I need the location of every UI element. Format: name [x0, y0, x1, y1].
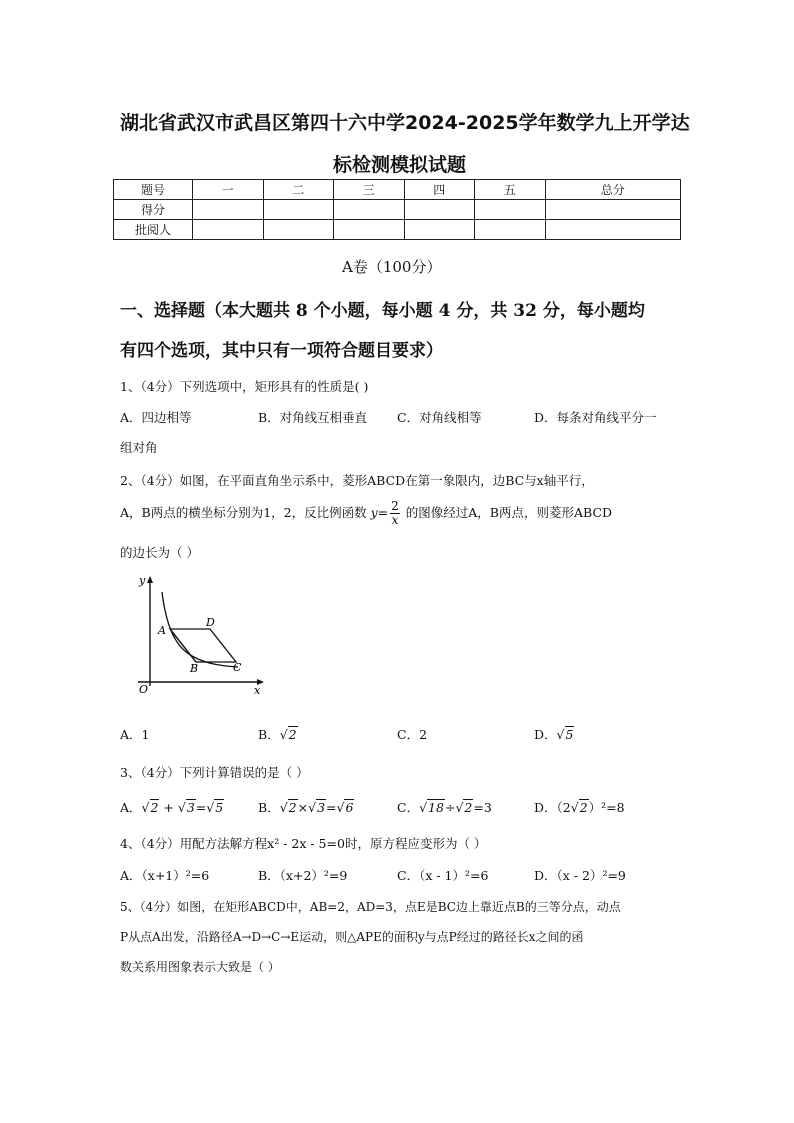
radicand: 5 — [565, 727, 574, 742]
score-table-header: 五 — [475, 180, 546, 200]
question-2-line3: 的边长为（ ） — [120, 545, 199, 560]
score-cell[interactable] — [334, 220, 405, 240]
score-table-header-row — [114, 180, 681, 200]
question-4-option-a[interactable]: A．（x+1）²=6 — [120, 868, 210, 883]
question-1-option-d-continued: 组对角 — [120, 440, 158, 455]
question-2-line1: 2、（4分）如图，在平面直角坐示系中，菱形ABCD在第一象限内，边BC与x轴平行， — [120, 473, 594, 488]
question-5-line2: P从点A出发，沿路径A→D→C→E运动，则△APE的面积y与点P经过的路径长x之间的函 — [120, 930, 584, 944]
option-prefix: B． — [258, 800, 280, 815]
radicand: 2 — [150, 800, 159, 815]
exam-title-line2: 标检测模拟试题 — [333, 154, 467, 176]
score-table-header: 题号 — [114, 180, 193, 200]
score-cell[interactable] — [475, 220, 546, 240]
question-4-option-c[interactable]: C．（x - 1）²=6 — [397, 868, 489, 883]
question-4-option-b[interactable]: B．（x+2）²=9 — [258, 868, 348, 883]
score-cell[interactable] — [545, 220, 681, 240]
question-5-line1: 5、（4分）如图，在矩形ABCD中，AB=2，AD=3，点E是BC边上靠近点B的三等分点，动点 — [120, 900, 621, 914]
score-table-header: 三 — [334, 180, 405, 200]
score-cell[interactable] — [263, 220, 334, 240]
score-table-header: 一 — [193, 180, 264, 200]
radicand: 6 — [345, 800, 354, 815]
question-1-stem: 1、（4分）下列选项中，矩形具有的性质是( ) — [120, 379, 369, 394]
score-cell[interactable] — [475, 200, 546, 220]
option-prefix: C． — [397, 800, 420, 815]
score-table-row — [114, 200, 681, 220]
sqrt-expression: √3 — [177, 800, 195, 815]
score-cell[interactable] — [193, 200, 264, 220]
sqrt-expression: √2 — [141, 800, 159, 815]
question-3-stem: 3、（4分）下列计算错误的是（ ） — [120, 765, 309, 780]
operator: = — [195, 800, 207, 815]
score-table-row-label: 得分 — [114, 200, 193, 220]
sqrt-expression: √3 — [308, 800, 326, 815]
question-4-option-d[interactable]: D．（x - 2）²=9 — [534, 868, 626, 883]
question-2-option-c[interactable]: C．2 — [397, 727, 428, 742]
operator: =3 — [473, 800, 492, 815]
radicand: 3 — [186, 800, 195, 815]
question-3-option-a[interactable] — [120, 798, 224, 816]
y-axis-arrow-icon — [147, 576, 153, 583]
label-d: D — [206, 616, 215, 629]
score-table-header: 二 — [263, 180, 334, 200]
exam-title-line1: 湖北省武汉市武昌区第四十六中学2024-2025学年数学九上开学达 — [120, 112, 690, 134]
score-cell[interactable] — [193, 220, 264, 240]
question-2-option-a[interactable]: A．1 — [120, 727, 150, 742]
sqrt-expression: √6 — [336, 800, 354, 815]
sqrt-expression: √5 — [556, 727, 574, 742]
question-2-line2-pre: A，B两点的横坐标分别为1，2，反比例函数 — [120, 505, 367, 520]
question-5-line3: 数关系用图象表示大致是（ ） — [120, 960, 280, 974]
score-cell[interactable] — [404, 220, 475, 240]
question-4-stem: 4、（4分）用配方法解方程x² - 2x - 5=0时，原方程应变形为（ ） — [120, 836, 487, 851]
radicand: 2 — [288, 800, 297, 815]
section-heading-line2: 有四个选项，其中只有一项符合题目要求） — [120, 341, 443, 361]
question-1-option-b[interactable]: B．对角线互相垂直 — [258, 410, 368, 425]
score-cell[interactable] — [545, 200, 681, 220]
sqrt-expression: √2 — [279, 800, 297, 815]
segment-ab — [170, 629, 196, 662]
radicand: 2 — [579, 800, 588, 815]
question-2-line2 — [120, 500, 612, 527]
operator: = — [326, 800, 337, 815]
score-cell[interactable] — [263, 200, 334, 220]
function-fraction — [390, 500, 400, 527]
label-a: A — [158, 624, 166, 637]
radicand: 18 — [428, 800, 444, 815]
sqrt-expression: √2 — [570, 800, 588, 815]
operator: ÷ — [444, 800, 456, 815]
radicand: 2 — [288, 727, 297, 742]
question-1-option-a[interactable]: A．四边相等 — [120, 410, 192, 425]
radicand: 5 — [215, 800, 224, 815]
score-table — [113, 179, 681, 240]
function-variable-y: y — [370, 505, 378, 520]
function-equals: = — [377, 505, 389, 520]
score-cell[interactable] — [404, 200, 475, 220]
radicand: 3 — [317, 800, 326, 815]
score-table-row — [114, 220, 681, 240]
question-1-option-c[interactable]: C．对角线相等 — [397, 410, 482, 425]
sqrt-expression: √5 — [206, 800, 224, 815]
label-y: y — [139, 574, 146, 587]
option-prefix: A． — [120, 800, 142, 815]
question-1-option-d[interactable]: D．每条对角线平分一 — [534, 410, 657, 425]
section-heading-line1: 一、选择题（本大题共 8 个小题，每小题 4 分，共 32 分，每小题均 — [120, 301, 645, 321]
rhombus-coordinate-figure — [130, 574, 270, 698]
operator: × — [297, 800, 309, 815]
score-table-row-label: 批阅人 — [114, 220, 193, 240]
label-o: O — [139, 683, 149, 696]
sqrt-expression: √18 — [419, 800, 444, 815]
fraction-numerator: 2 — [391, 499, 399, 513]
score-cell[interactable] — [334, 200, 405, 220]
question-2-option-b[interactable] — [258, 725, 298, 743]
label-c: C — [233, 661, 242, 674]
score-table-header: 四 — [404, 180, 475, 200]
radicand: 2 — [464, 800, 473, 815]
label-x: x — [254, 684, 261, 697]
question-3-option-c[interactable] — [397, 798, 492, 816]
option-prefix: D．（2 — [534, 800, 571, 815]
question-2-line2-post: 的图像经过A，B两点，则菱形ABCD — [405, 505, 613, 520]
option-prefix: B． — [258, 727, 280, 742]
operator: + — [159, 800, 178, 815]
paper-label: A卷（100分） — [342, 258, 442, 276]
option-suffix: ）²=8 — [588, 800, 625, 815]
sqrt-expression: √2 — [279, 727, 297, 742]
sqrt-expression: √2 — [455, 800, 473, 815]
score-table-header: 总分 — [545, 180, 681, 200]
question-2-option-d[interactable] — [534, 725, 574, 743]
question-3-option-d[interactable] — [534, 798, 625, 816]
fraction-denominator: x — [391, 513, 399, 527]
label-b: B — [190, 662, 199, 675]
option-prefix: D． — [534, 727, 557, 742]
question-3-option-b[interactable] — [258, 798, 354, 816]
